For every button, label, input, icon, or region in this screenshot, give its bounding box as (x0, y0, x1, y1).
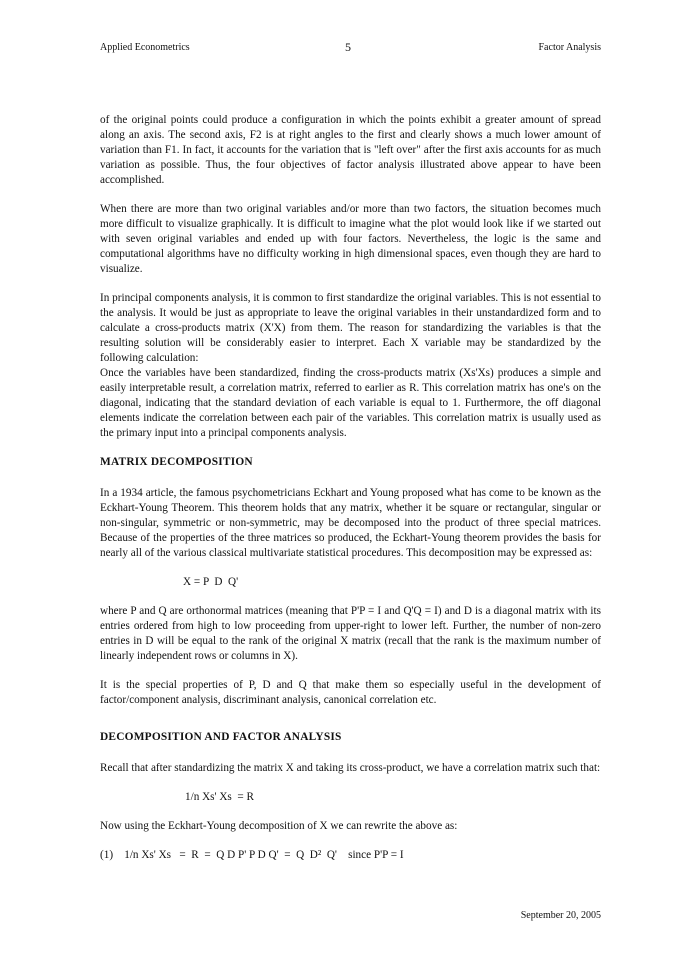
header-section: Factor Analysis (538, 42, 601, 53)
paragraph-standardization: In principal components analysis, it is common to first standardize the original variables. This is not essential to the analysis. It would be just as appropriate to leave the original variables in their unstandardized form and to calculate a cross-products matrix (X'X) from them. The reason for standardizing the variables is that the resulting solution will be considerably easier to interpret. Each X variable may be standardized by the following calculation: (100, 292, 601, 364)
paragraph-correlation-matrix: Once the variables have been standardized, finding the cross-products matrix (Xs'Xs) produces a simple and easily interpretable result, a correlation matrix, referred to earlier as R. This correlation matrix has one's on the diagonal, indicating that the standard deviation of each variable is equal to 1. Furthermore, the off diagonal elements indicate the correlation between each pair of the variables. This correlation matrix is usually used as the primary input into a principal components analysis. (100, 367, 601, 439)
paragraph-high-dimensions: When there are more than two original variables and/or more than two factors, the situation becomes much more difficult to visualize graphically. It is difficult to imagine what the plot would look like if we started out with seven original variables and ended up with four factors. Nevertheless, the logic is the same and computational algorithms have no difficulty working in high dimensional spaces, even though they are hard to visualize. (100, 203, 601, 275)
section-heading-matrix-decomposition: MATRIX DECOMPOSITION (100, 456, 253, 468)
equation-correlation: 1/n Xs' Xs = R (185, 791, 254, 803)
paragraph-recall: Recall that after standardizing the matrix X and taking its cross-product, we have a correlation matrix such that: (100, 762, 601, 774)
paragraph-rewrite: Now using the Eckhart-Young decomposition of X we can rewrite the above as: (100, 820, 458, 832)
paragraph-eckhart-young: In a 1934 article, the famous psychometricians Eckhart and Young proposed what has come to be known as the Eckhart-Young Theorem. This theorem holds that any matrix, whether it be square or rectangular, singular or non-singular, symmetric or non-symmetric, may be decomposed into the product of three special matrices. Because of the properties of the three matrices so produced, the Eckhart-Young theorem provides the basis for nearly all of the various classical multivariate statistical procedures. This decomposition may be expressed as: (100, 487, 601, 559)
header-title: Applied Econometrics (100, 42, 190, 53)
paragraph-factor-axes: of the original points could produce a configuration in which the points exhibit a greater amount of spread along an axis. The second axis, F2 is at right angles to the first and clearly shows a much lower amount of variation than F1. In fact, it accounts for the variation that is "left over" after the first axis accounts for as much variation as possible. Thus, the four objectives of factor analysis illustrated above appear to have been accomplished. (100, 114, 601, 186)
paragraph-orthonormal: where P and Q are orthonormal matrices (meaning that P'P = I and Q'Q = I) and D is a diagonal matrix with its entries ordered from high to low proceeding from upper-right to lower left. Further, the number of non-zero entries in D will be equal to the rank of the original X matrix (recall that the rank is the maximum number of linearly independent rows or columns in X). (100, 605, 601, 662)
footer-date: September 20, 2005 (520, 910, 601, 921)
equation-1: (1) 1/n Xs' Xs = R = Q D P' P D Q' = Q D² Q' since P'P = I (100, 849, 404, 861)
paragraph-special-properties: It is the special properties of P, D and Q that make them so especially useful in the development of factor/component analysis, discriminant analysis, canonical correlation etc. (100, 679, 601, 706)
page-number: 5 (345, 40, 351, 54)
equation-xpdq: X = P D Q' (183, 576, 239, 588)
section-heading-decomposition-factor-analysis: DECOMPOSITION AND FACTOR ANALYSIS (100, 731, 342, 743)
document-body (100, 113, 601, 877)
